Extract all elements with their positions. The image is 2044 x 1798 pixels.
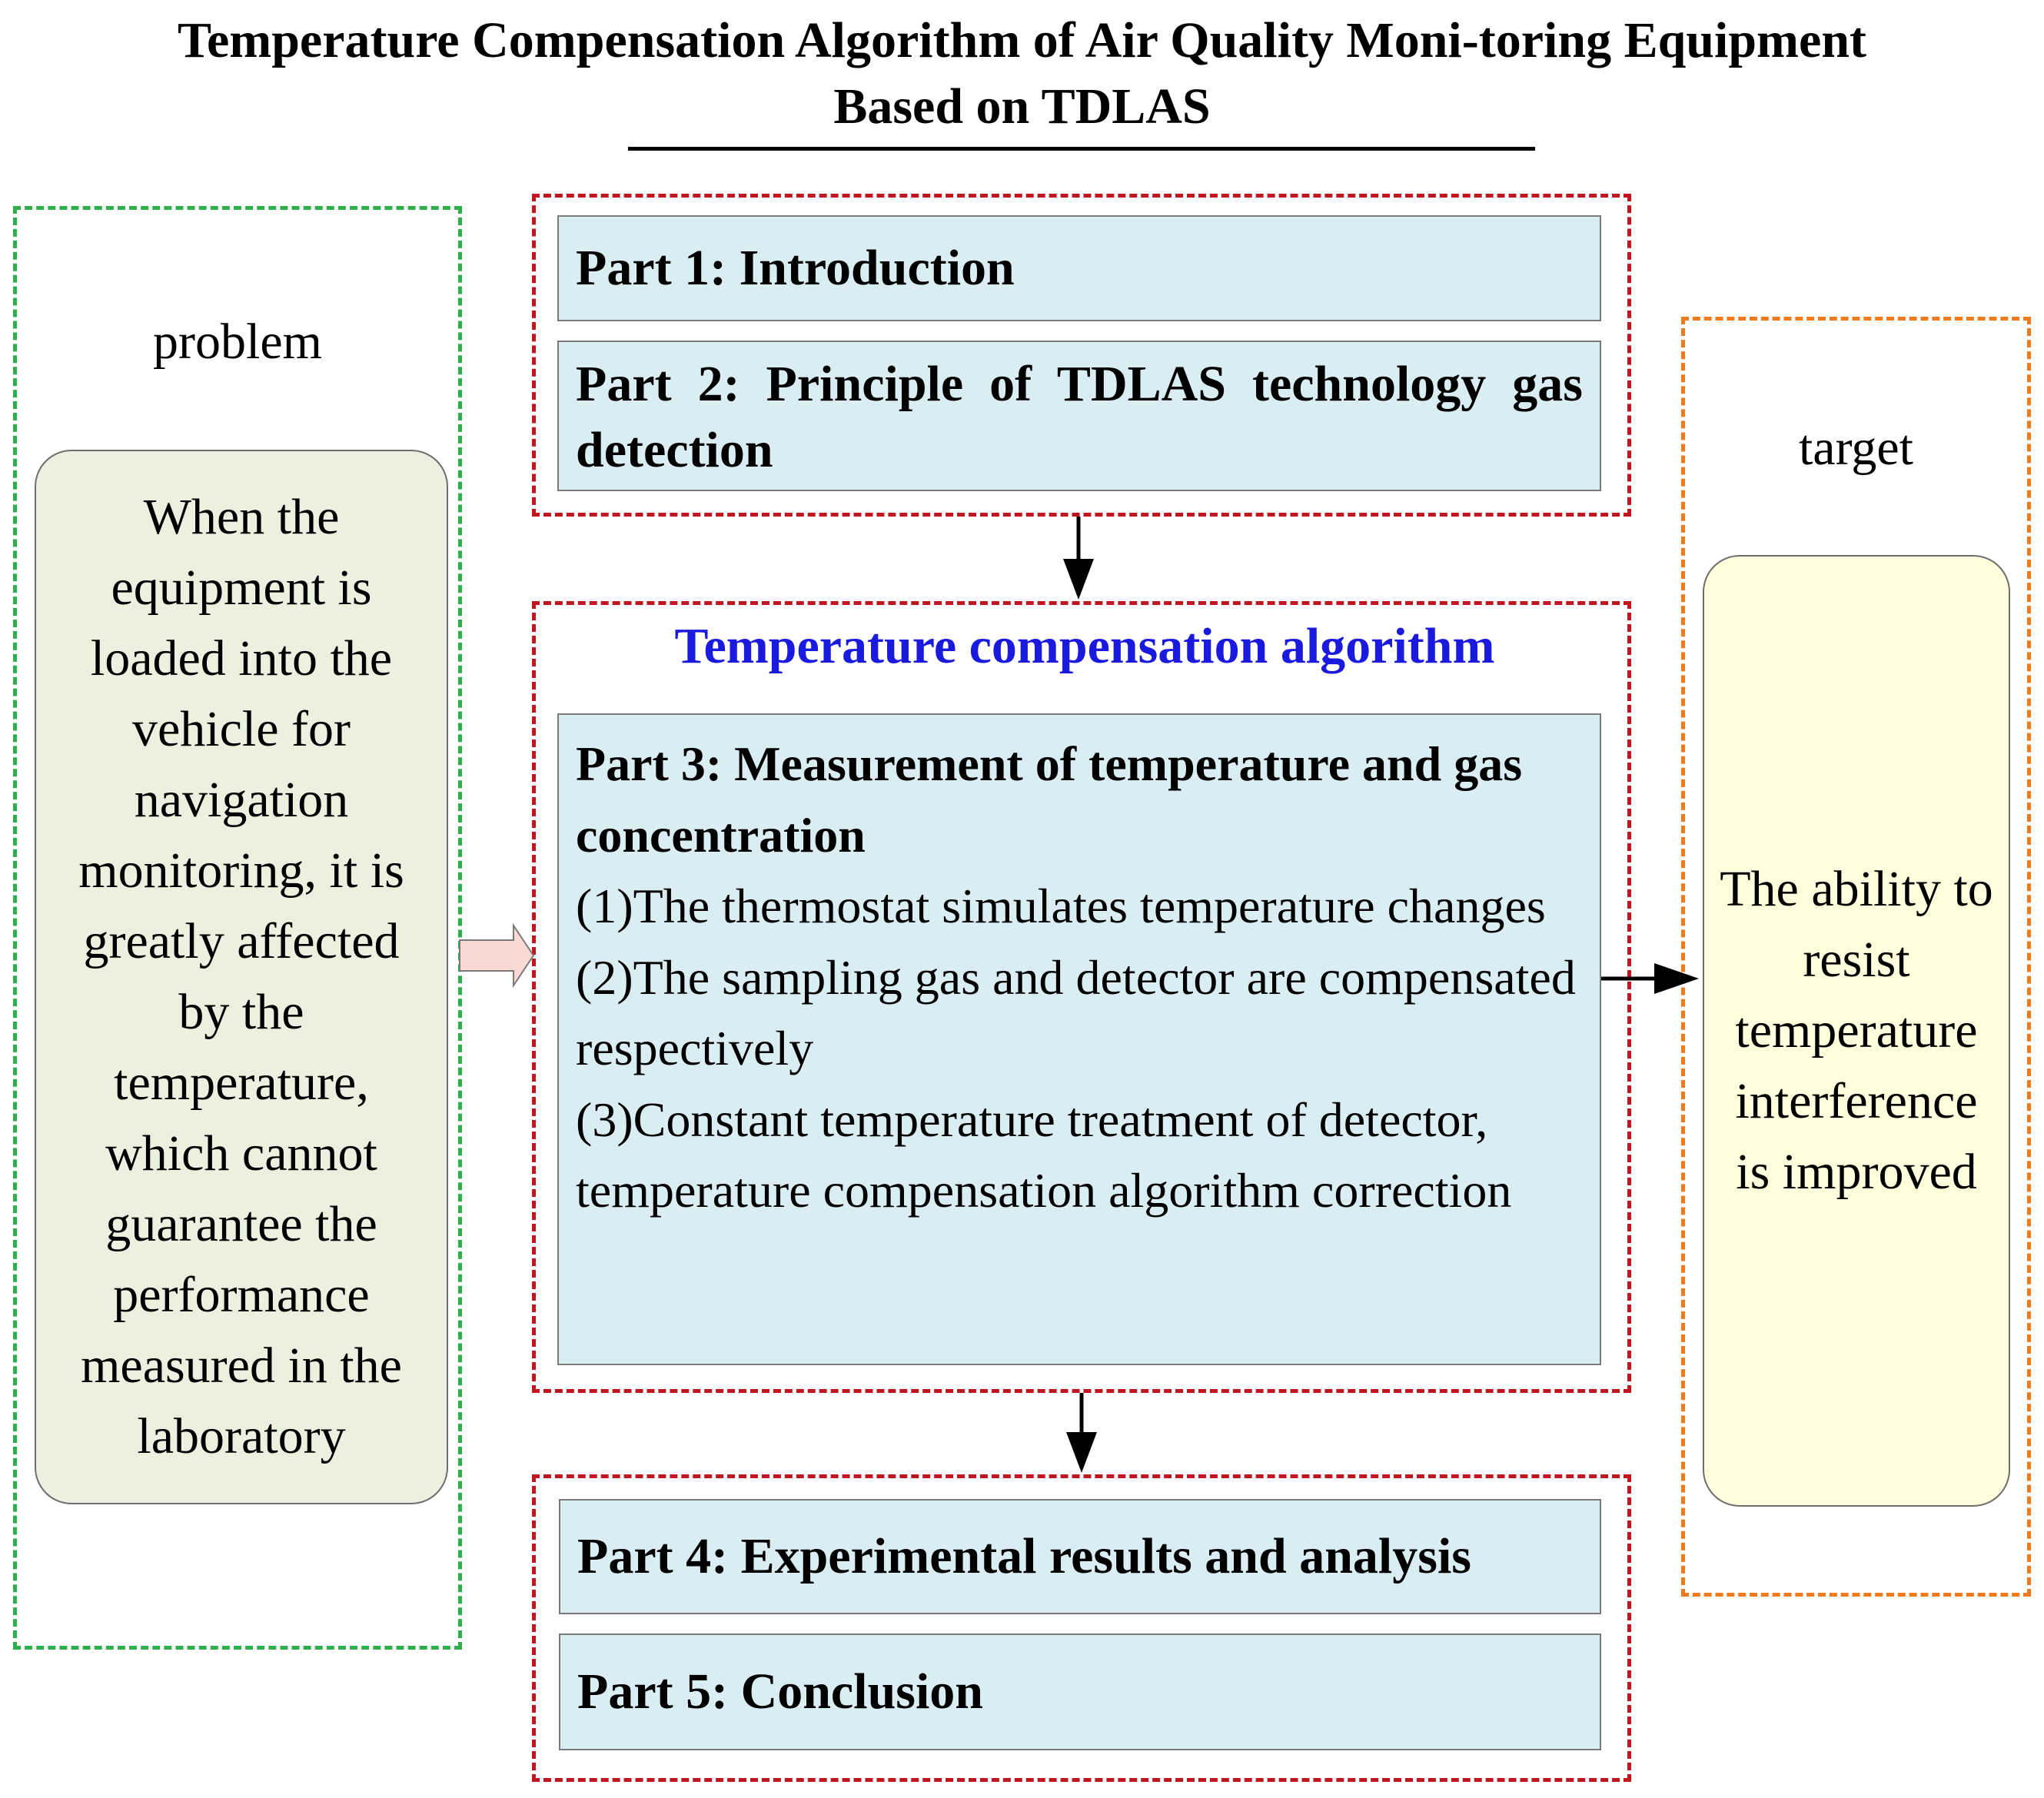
title-line-1: Temperature Compensation Algorithm of Air Quality Moni-toring Equipment [177,12,1866,68]
problem-label: problem [153,314,322,370]
title-line-2: Based on TDLAS [833,78,1211,135]
part-1-label: Part 1: Introduction [576,240,1015,296]
part-3-item-3: (3)Constant temperature treatment of detector, temperature compensation algorithm correction [576,1092,1512,1218]
part-5-label: Part 5: Conclusion [577,1663,983,1720]
target-text: The ability to resist temperature interference is improved [1720,861,1993,1200]
part-4-label: Part 4: Experimental results and analysis [577,1528,1471,1584]
target-label: target [1798,420,1914,476]
arrow-problem-to-algorithm [460,926,533,985]
part-3-item-2: (2)The sampling gas and detector are compensated respectively [576,949,1576,1075]
arrow-intro-to-algorithm [1063,517,1094,600]
problem-text: When the equipment is loaded into the vehicle for navigation monitoring, it is greatly affected by the temperature, which cannot guarantee the performance measured in the laboratory [78,489,404,1464]
part-2-label: Part 2: Principle of TDLAS technology gas detection [576,356,1583,478]
arrow-algorithm-to-results [1066,1393,1097,1473]
algorithm-label: Temperature compensation algorithm [674,618,1495,674]
part-3-item-1: (1)The thermostat simulates temperature changes [576,879,1546,933]
part-3-title: Part 3: Measurement of temperature and gas concentration [576,736,1523,862]
arrow-algorithm-to-target [1601,963,1699,994]
